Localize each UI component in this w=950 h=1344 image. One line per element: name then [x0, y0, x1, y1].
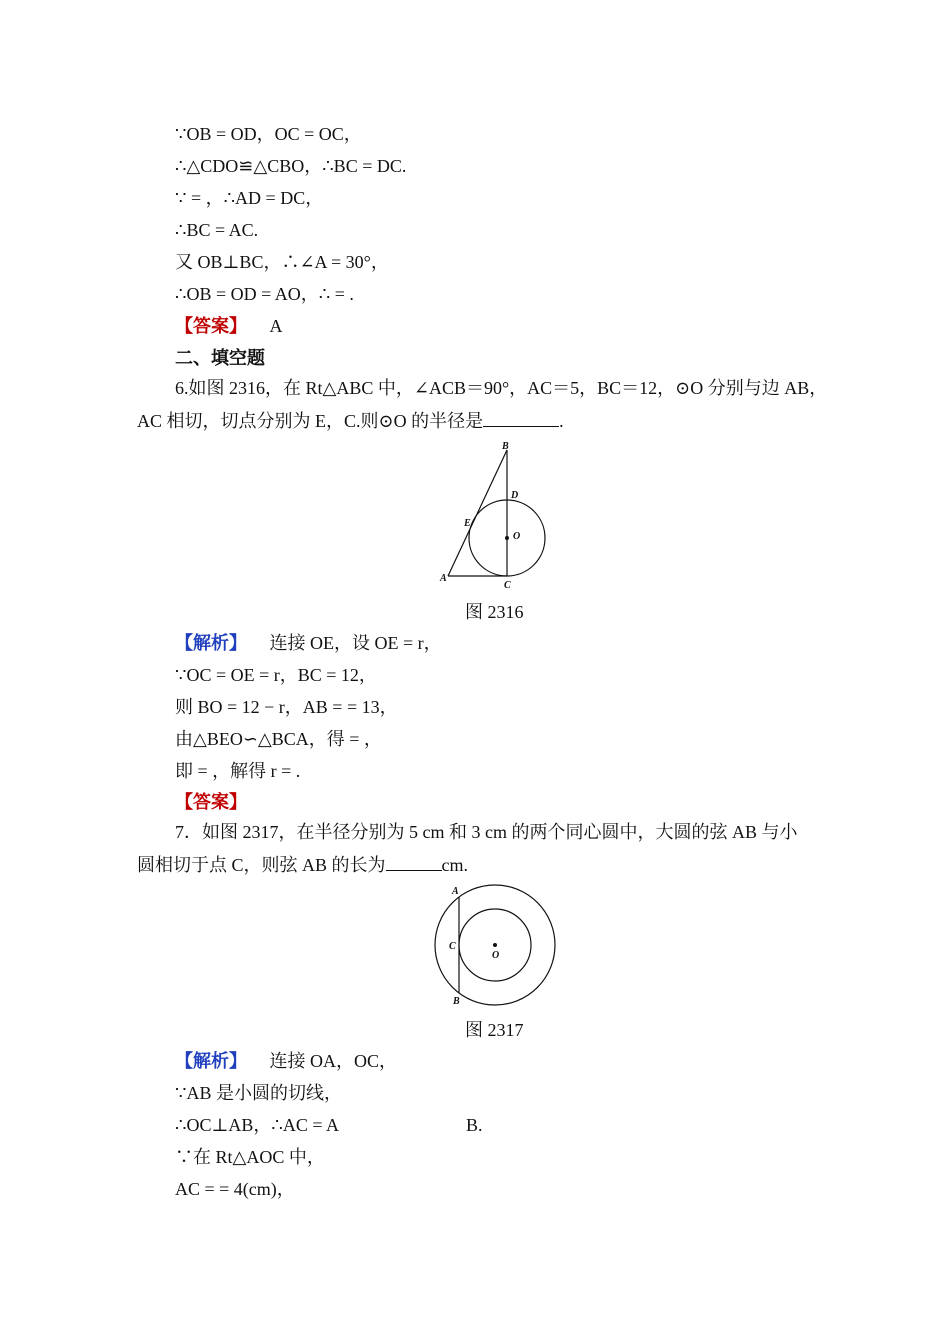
- center-point-o: [493, 943, 497, 947]
- q5-answer-tag: 【答案】: [175, 316, 247, 336]
- q7-analysis-line-3-tail: B.: [466, 1115, 483, 1135]
- label-a: A: [452, 886, 459, 897]
- center-point-o: [505, 536, 509, 540]
- q7-analysis-tag: 【解析】: [175, 1051, 247, 1071]
- q6-analysis-line-5: 即 = ，解得 r = .: [175, 761, 301, 781]
- q6-answer-tag: 【答案】: [175, 792, 247, 812]
- label-d: D: [511, 490, 519, 501]
- q5-answer-value: A: [269, 316, 283, 336]
- q6-question-end: .: [559, 411, 564, 431]
- label-o: O: [492, 950, 500, 961]
- q6-analysis-line-1: 连接 OE，设 OE = r，: [269, 633, 442, 653]
- q6-analysis-tag: 【解析】: [175, 633, 247, 653]
- q7-question-line-1: 7．如图 2317，在半径分别为 5 cm 和 3 cm 的两个同心圆中，大圆的弦 AB 与小: [175, 822, 798, 842]
- figure-2317: [430, 880, 560, 1010]
- label-c: C: [449, 941, 456, 952]
- label-b: B: [453, 996, 460, 1007]
- q5-step-4: ∴BC = AC.: [175, 220, 259, 240]
- q5-step-6: ∴OB = OD = AO，∴ = .: [175, 284, 354, 304]
- q6-analysis-line-3: 则 BO = 12 − r，AB = = 13，: [175, 697, 398, 717]
- q7-answer-blank: [386, 852, 442, 871]
- q7-question-end: cm.: [441, 855, 469, 875]
- q6-analysis-row: [175, 631, 442, 655]
- label-b: B: [502, 441, 509, 452]
- label-o: O: [513, 531, 521, 542]
- q5-step-2: ∴△CDO≌△CBO，∴BC = DC.: [175, 156, 407, 176]
- q6-answer-blank: [483, 408, 559, 427]
- q7-analysis-line-5: AC = = 4(cm)，: [175, 1179, 295, 1199]
- q7-question-line-2: [137, 852, 468, 877]
- q6-analysis-line-2: ∵OC = OE = r，BC = 12，: [175, 665, 377, 685]
- section-title: 二、填空题: [175, 348, 265, 368]
- label-c: C: [504, 580, 511, 591]
- q7-analysis-line-4: ∵在 Rt△AOC 中，: [175, 1147, 325, 1167]
- q5-step-5: 又 OB⊥BC，∴∠A = 30°，: [175, 252, 389, 272]
- q5-step-1: ∵OB = OD，OC = OC，: [175, 124, 362, 144]
- q7-analysis-line-3: ∴OC⊥AB，∴AC = A: [175, 1115, 340, 1135]
- label-e: E: [464, 518, 471, 529]
- label-a: A: [440, 573, 447, 584]
- q6-question-line-2: [137, 408, 564, 433]
- q6-question-text: AC 相切，切点分别为 E，C.则⊙O 的半径是: [137, 411, 484, 431]
- figure-2317-caption: 图 2317: [465, 1020, 524, 1040]
- figure-2316-caption: 图 2316: [465, 602, 524, 622]
- q5-step-3: ∵ = ，∴AD = DC，: [175, 188, 324, 208]
- q7-question-text: 圆相切于点 C，则弦 AB 的长为: [137, 855, 386, 875]
- q7-analysis-row: [175, 1049, 397, 1073]
- segment-ab: [448, 450, 507, 576]
- q5-answer-row: [175, 314, 283, 338]
- figure-2316: [430, 438, 560, 594]
- q7-analysis-line-2: ∵AB 是小圆的切线，: [175, 1083, 342, 1103]
- q6-analysis-line-4: 由△BEO∽△BCA，得 = ，: [175, 729, 382, 749]
- q7-analysis-line-1: 连接 OA，OC，: [269, 1051, 398, 1071]
- q6-question-line-1: 6.如图 2316，在 Rt△ABC 中，∠ACB＝90°，AC＝5，BC＝12，⊙O 分别与边 AB，: [175, 378, 828, 398]
